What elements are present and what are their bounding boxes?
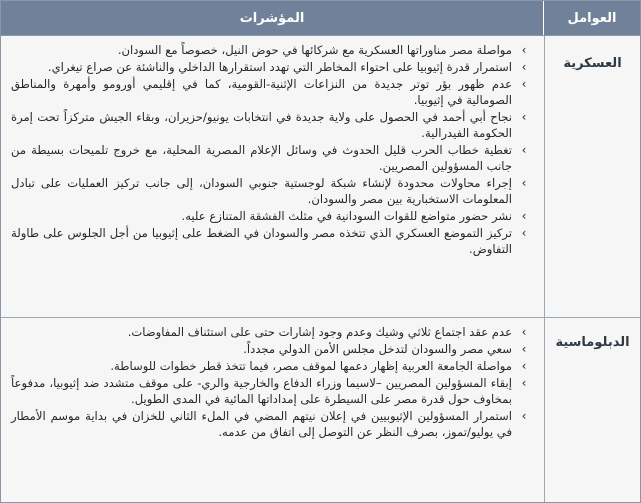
chevron-bullet-icon: › <box>521 359 527 373</box>
indicators-cell <box>1 318 544 502</box>
chevron-bullet-icon: › <box>521 77 527 91</box>
chevron-bullet-icon: › <box>521 409 527 423</box>
list-item <box>11 59 532 75</box>
indicator-text: عدم عقد اجتماع ثلاثي وشيك وعدم وجود إشارات حتى على استئناف المفاوضات. <box>127 325 512 339</box>
chevron-bullet-icon: › <box>521 209 527 223</box>
list-item <box>11 341 532 357</box>
list-item <box>11 225 532 257</box>
indicator-list <box>11 324 532 440</box>
indicator-text: إجراء محاولات محدودة لإنشاء شبكة لوجستية جنوبي السودان، إلى جانب تركيز العمليات على تبادل المعلومات الاستخبارية بين مصر والسودان. <box>11 176 512 206</box>
indicator-text: نشر حضور متواضع للقوات السودانية في مثلث الفشقة المتنازع عليه. <box>181 209 512 223</box>
chevron-bullet-icon: › <box>521 143 527 157</box>
indicators-cell <box>1 36 544 317</box>
list-item <box>11 375 532 407</box>
list-item <box>11 208 532 224</box>
chevron-bullet-icon: › <box>521 176 527 190</box>
list-item <box>11 408 532 440</box>
indicator-text: مواصلة مصر مناوراتها العسكرية مع شركائها في حوض النيل، خصوصاً مع السودان. <box>117 43 512 57</box>
list-item <box>11 109 532 141</box>
list-item <box>11 175 532 207</box>
chevron-bullet-icon: › <box>521 60 527 74</box>
list-item <box>11 42 532 58</box>
chevron-bullet-icon: › <box>521 43 527 57</box>
chevron-bullet-icon: › <box>521 226 527 240</box>
indicator-text: إبقاء المسؤولين المصريين –لاسيما وزراء الدفاع والخارجية والري- على موقف متشدد ضد إثيوبيا، مدفوعاً بمخاوف حول قدرة مصر على السيطرة على إمداداتها المائية في المدى الطويل. <box>11 376 512 406</box>
indicator-text: عدم ظهور بؤر توتر جديدة من النزاعات الإثنية-القومية، كما في إقليمي أورومو وأمهرة والمناطق الصومالية في إثيوبيا. <box>11 77 512 107</box>
header-factors: العوامل <box>543 1 640 35</box>
chevron-bullet-icon: › <box>521 325 527 339</box>
list-item <box>11 142 532 174</box>
chevron-bullet-icon: › <box>521 110 527 124</box>
chevron-bullet-icon: › <box>521 376 527 390</box>
indicator-text: استمرار المسؤولين الإثيوبيين في إعلان نيتهم المضي في الملء الثاني للخزان في بداية موسم الأمطار في يوليو/تموز، بصرف النظر عن التوصل إلى اتفاق من عدمه. <box>11 409 512 439</box>
indicator-text: تغطية خطاب الحرب قليل الحدوث في وسائل الإعلام المصرية المحلية، مع خروج تلميحات بسيطة من جانب المسؤولين المصريين. <box>11 143 512 173</box>
indicator-text: سعي مصر والسودان لتدخل مجلس الأمن الدولي مجدداً. <box>243 342 512 356</box>
list-item <box>11 358 532 374</box>
factor-cell-military: العسكرية <box>544 36 640 317</box>
indicator-text: مواصلة الجامعة العربية إظهار دعمها لموقف مصر، فيما تتخذ قطر خطوات للوساطة. <box>110 359 512 373</box>
indicator-text: تركيز التموضع العسكري الذي تتخذه مصر والسودان في الضغط على إثيوبيا من أجل الجلوس على طاولة التفاوض. <box>11 226 512 256</box>
table-header <box>1 1 640 36</box>
header-indicators: المؤشرات <box>239 10 305 26</box>
indicator-text: استمرار قدرة إثيوبيا على احتواء المخاطر التي تهدد استقرارها الداخلي والناشئة عن صراع تيغراي. <box>47 60 512 74</box>
factor-cell-diplomatic: الدبلوماسية <box>544 318 640 502</box>
indicator-list <box>11 42 532 257</box>
list-item <box>11 324 532 340</box>
chevron-bullet-icon: › <box>521 342 527 356</box>
table-row <box>1 36 640 318</box>
list-item <box>11 76 532 108</box>
table-row <box>1 318 640 502</box>
indicator-text: نجاح أبي أحمد في الحصول على ولاية جديدة في انتخابات يونيو/حزيران، وبقاء الجيش متركزاً تحت إمرة الحكومة الفيدرالية. <box>11 110 512 140</box>
